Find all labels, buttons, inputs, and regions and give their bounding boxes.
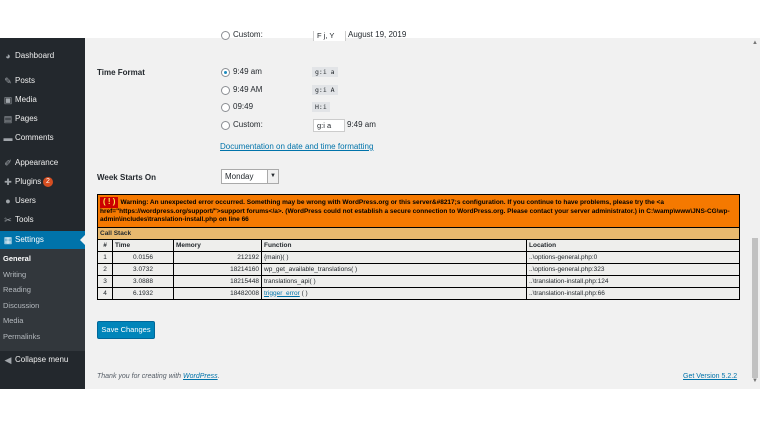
- date-format-preview: August 19, 2019: [348, 31, 407, 39]
- chevron-down-icon: ▼: [267, 170, 278, 183]
- brush-icon: ✐: [4, 158, 12, 168]
- date-format-custom-input[interactable]: F j, Y: [313, 31, 346, 41]
- plugin-icon: ✚: [4, 177, 12, 187]
- stack-memory: 212192: [174, 251, 262, 263]
- xdebug-error-table: [97, 194, 740, 300]
- sidebar-item-label: Media: [15, 95, 37, 104]
- week-starts-on-value: Monday: [225, 172, 254, 181]
- stack-location: ..\options-general.php:0: [527, 251, 740, 263]
- time-format-custom-radio[interactable]: [221, 121, 230, 130]
- submenu-item-media[interactable]: Media: [3, 316, 24, 325]
- submenu-item-reading[interactable]: Reading: [3, 285, 31, 294]
- time-format-option[interactable]: [220, 84, 420, 98]
- time-format-radio[interactable]: [221, 86, 230, 95]
- time-format-radio[interactable]: [221, 103, 230, 112]
- stack-index: 4: [98, 287, 113, 299]
- column-header: #: [98, 239, 113, 251]
- update-count-badge: 2: [43, 177, 53, 187]
- time-format-custom-label: Custom:: [233, 120, 263, 129]
- stack-index: 2: [98, 263, 113, 275]
- scroll-down-icon[interactable]: ▼: [752, 378, 758, 384]
- table-row: [98, 275, 740, 287]
- stack-function: translations_api( ): [262, 275, 527, 287]
- date-format-custom-row: [220, 31, 420, 41]
- table-row: [98, 287, 740, 299]
- admin-sidebar: [0, 38, 85, 389]
- sidebar-item-dashboard[interactable]: [0, 47, 85, 65]
- sidebar-item-users[interactable]: [0, 192, 85, 210]
- sidebar-item-label: Plugins: [15, 177, 42, 186]
- pages-icon: ▤: [3, 114, 13, 124]
- column-header: Memory: [174, 239, 262, 251]
- time-format-option-label: 9:49 am: [233, 67, 262, 76]
- sidebar-item-posts[interactable]: [0, 72, 85, 90]
- time-format-custom-input[interactable]: g:i a: [313, 119, 345, 132]
- stack-index: 3: [98, 275, 113, 287]
- collapse-menu-button[interactable]: [0, 351, 85, 369]
- week-starts-on-select[interactable]: [221, 169, 279, 184]
- week-starts-on-label: Week Starts On: [97, 173, 156, 182]
- sidebar-item-label: Pages: [15, 114, 38, 123]
- stack-location: ..\translation-install.php:124: [527, 275, 740, 287]
- footer-thanks-period: .: [217, 373, 220, 380]
- stack-location: ..\options-general.php:323: [527, 263, 740, 275]
- trigger-error-doc-link[interactable]: trigger_error: [264, 289, 300, 297]
- date-format-custom-radio[interactable]: [221, 31, 230, 40]
- stack-time: 6.1932: [113, 287, 174, 299]
- column-header: Location: [527, 239, 740, 251]
- scroll-up-icon[interactable]: ▲: [752, 40, 758, 46]
- date-time-docs-link[interactable]: Documentation on date and time formatting: [220, 142, 374, 151]
- sidebar-item-appearance[interactable]: [0, 154, 85, 172]
- table-row: [98, 263, 740, 275]
- sidebar-item-label: Comments: [15, 133, 54, 142]
- scrollbar-thumb[interactable]: [752, 238, 758, 378]
- footer-thanks-text: Thank you for creating with: [97, 373, 183, 380]
- sidebar-item-label: Tools: [15, 215, 34, 224]
- media-icon: ▣: [3, 95, 13, 105]
- collapse-icon: ◀: [4, 355, 12, 365]
- stack-function: wp_get_available_translations( ): [262, 263, 527, 275]
- stack-function: {main}( ): [262, 251, 527, 263]
- save-changes-button[interactable]: Save Changes: [97, 321, 155, 339]
- collapse-menu-label: Collapse menu: [15, 355, 69, 364]
- sidebar-item-tools[interactable]: [0, 211, 85, 229]
- time-format-code: g:i A: [312, 85, 338, 95]
- stack-function: [262, 287, 527, 299]
- warning-icon: ( ! ): [100, 197, 118, 208]
- xdebug-error-message: [98, 195, 740, 228]
- time-format-option-label: 09:49: [233, 102, 254, 111]
- sidebar-item-label: Users: [15, 196, 36, 205]
- time-format-option[interactable]: [220, 101, 420, 115]
- sidebar-item-label: Appearance: [15, 158, 59, 167]
- stack-index: 1: [98, 251, 113, 263]
- dashboard-icon: ◕: [5, 51, 11, 61]
- sidebar-item-plugins[interactable]: [0, 173, 85, 191]
- time-format-preview: 9:49 am: [347, 120, 376, 129]
- time-format-code: g:i a: [312, 67, 338, 77]
- time-format-option-label: 9:49 AM: [233, 85, 263, 94]
- submenu-item-general[interactable]: General: [3, 254, 31, 263]
- xdebug-message-text: Warning: An unexpected error occurred. Something may be wrong with WordPress.org or this server&#8217;s configuration. If you continue to have problems, please try the <a href="https://wordpress.org/support/">support forums</a>. (WordPress could not establish a secure connection to WordPress.org. Please contact your server administrator.) in C:\wamp\www\JNS-CG\wp-admin\includes\translation-install.php on line 66: [100, 199, 730, 223]
- settings-submenu: [0, 249, 85, 351]
- wrench-icon: ✂: [4, 215, 12, 225]
- stack-location: ..\translation-install.php:66: [527, 287, 740, 299]
- submenu-item-discussion[interactable]: Discussion: [3, 301, 40, 310]
- stack-memory: 18482008: [174, 287, 262, 299]
- settings-icon: ▦: [3, 235, 13, 245]
- sidebar-item-label: Settings: [15, 235, 44, 244]
- stack-time: 0.0156: [113, 251, 174, 263]
- stack-memory: 18215448: [174, 275, 262, 287]
- sidebar-item-media[interactable]: [0, 91, 85, 109]
- column-header: Function: [262, 239, 527, 251]
- footer-thanks: [97, 373, 220, 380]
- get-version-link[interactable]: Get Version 5.2.2: [683, 373, 738, 380]
- sidebar-item-label: Posts: [15, 76, 36, 85]
- time-format-option[interactable]: [220, 66, 420, 80]
- page-scrollbar[interactable]: [750, 38, 760, 389]
- submenu-item-permalinks[interactable]: Permalinks: [3, 332, 41, 341]
- sidebar-item-comments[interactable]: [0, 129, 85, 147]
- date-format-custom-label: Custom:: [233, 31, 263, 39]
- table-row: [98, 251, 740, 263]
- stack-memory: 18214160: [174, 263, 262, 275]
- pin-icon: ✎: [4, 76, 12, 86]
- time-format-radio[interactable]: [221, 68, 230, 77]
- column-header: Time: [113, 239, 174, 251]
- wordpress-link[interactable]: WordPress: [183, 373, 218, 380]
- sidebar-item-settings[interactable]: [0, 231, 85, 249]
- call-stack-heading: Call Stack: [98, 227, 740, 239]
- function-suffix: ( ): [299, 289, 308, 297]
- sidebar-item-label: Dashboard: [15, 51, 55, 60]
- time-format-code: H:i: [312, 102, 330, 112]
- user-icon: ●: [5, 196, 11, 206]
- time-format-custom-row: [220, 119, 440, 133]
- sidebar-item-pages[interactable]: [0, 110, 85, 128]
- time-format-label: Time Format: [97, 68, 145, 77]
- comment-icon: ▬: [3, 133, 13, 143]
- stack-time: 3.0888: [113, 275, 174, 287]
- stack-time: 3.0732: [113, 263, 174, 275]
- submenu-item-writing[interactable]: Writing: [3, 270, 27, 279]
